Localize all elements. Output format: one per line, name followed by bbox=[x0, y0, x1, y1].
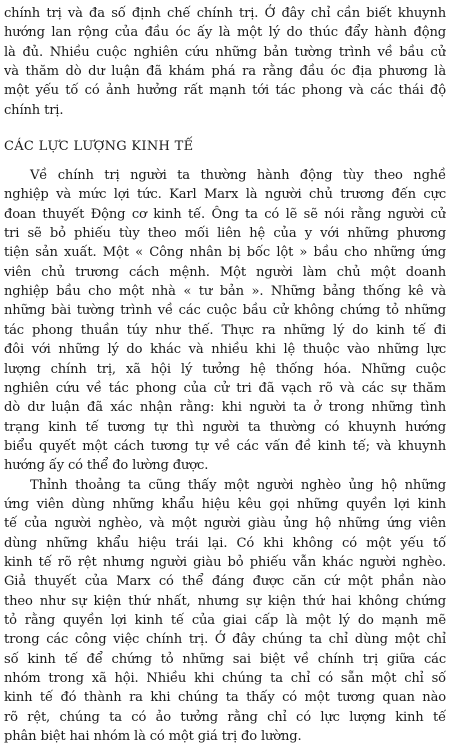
text-line: và thăm dò dư luận đã khám phá ra rằng đầu óc địa phương là bbox=[4, 64, 446, 80]
text-line: trạng kinh tế tương tự thì người ta thường có khuynh hướng bbox=[4, 419, 446, 435]
text-line: hướng lan rộng của đầu óc ấy là một lý do thúc đẩy hành động bbox=[4, 25, 446, 41]
text-line: đôi với những lý do khác và nhiều khi lệ thuộc vào những lực bbox=[4, 342, 446, 358]
text-line: tri sẽ bỏ phiếu tùy theo mối liên hệ của y với những phương bbox=[4, 226, 446, 242]
text-line: chính trị. bbox=[4, 102, 64, 118]
text-line: Về chính trị người ta thường hành động tùy theo nghề bbox=[30, 168, 446, 184]
paragraph-economic-motives bbox=[4, 166, 446, 476]
text-line: những bài tường trình về các cuộc bầu cử không chứng tỏ những bbox=[4, 303, 446, 319]
document-page bbox=[4, 4, 446, 746]
text-line: tác phong thuần túy như thế. Thực ra những lý do kinh tế đi bbox=[4, 322, 446, 338]
text-line: nghiệp và mức lợi tức. Karl Marx là người chủ trương đến cực bbox=[4, 187, 446, 203]
text-line: tế của người nghèo, và một người giàu ủng hộ những ứng viên bbox=[4, 516, 446, 532]
text-line: rõ rệt, chúng ta có ảo tưởng rằng chỉ có lực lượng kinh tế bbox=[4, 709, 446, 725]
text-line: ứng viên dùng những khẩu hiệu kêu gọi những quyền lợi kinh bbox=[4, 496, 446, 512]
text-line: dò dư luận đã xác nhận rằng: khi người ta ở trong những tình bbox=[4, 400, 446, 416]
text-line: viên chủ trương cách mệnh. Một người làm chủ một doanh bbox=[4, 264, 446, 280]
intro-paragraph bbox=[4, 4, 446, 120]
text-line: kinh tế đó thành ra khi chúng ta thấy có một tương quan nào bbox=[4, 690, 446, 706]
text-line: trong các công việc chính trị. Ở đây chúng ta chỉ dùng một chỉ bbox=[4, 632, 446, 648]
text-line: nghiên cứu về tác phong của cử tri đã vạch rõ và các sự thăm bbox=[4, 380, 446, 396]
text-line: hướng ấy có thể đo lường được. bbox=[4, 458, 209, 474]
paragraph-rich-and-poor bbox=[4, 476, 446, 746]
text-line: dùng những khẩu hiệu trái lại. Có khi không có một yếu tố bbox=[4, 535, 446, 551]
text-line: Thỉnh thoảng ta cũng thấy một người nghèo ủng hộ những bbox=[30, 477, 446, 493]
text-line: phân biệt hai nhóm là có một giá trị đo lường. bbox=[4, 729, 302, 745]
text-line: Giả thuyết của Marx có thể đáng được căn cứ một phần nào bbox=[4, 574, 446, 590]
text-line: một yếu tố có ảnh hưởng rất mạnh tới tác phong và các thái độ bbox=[4, 83, 446, 99]
text-line: lượng chính trị, xã hội lý tưởng hệ thống hóa. Những cuộc bbox=[4, 361, 446, 377]
text-line: theo như sự kiện thứ nhất, nhưng sự kiện thứ hai không chứng bbox=[4, 593, 446, 609]
text-line: số kinh tế để chứng tỏ những sai biệt về chính trị giữa các bbox=[4, 651, 446, 667]
text-line: tiện sản xuất. Một « Công nhân bị bốc lột » bầu cho những ứng bbox=[4, 245, 446, 261]
text-line: chính trị và đa số định chế chính trị. Ở đây chỉ cần biết khuynh bbox=[4, 6, 446, 21]
text-line: nghiệp bầu cho một nhà « tư bản ». Những bảng thống kê và bbox=[4, 284, 446, 300]
text-line: đoan thuyết Động cơ kinh tế. Ông ta có lẽ sẽ nói rằng người cử bbox=[4, 206, 446, 222]
section-heading: CÁC LỰC LƯỢNG KINH TẾ bbox=[4, 139, 194, 155]
text-line: nhóm trong xã hội. Nhiều khi chúng ta chỉ có sẵn một chỉ số bbox=[4, 671, 446, 686]
text-line: kinh tế rõ rệt nhưng người giàu bỏ phiếu vẫn khác người nghèo. bbox=[4, 554, 446, 570]
text-line: là đủ. Nhiều cuộc nghiên cứu những bản tường trình về bầu cử bbox=[4, 44, 446, 60]
text-line: biểu quyết một cách tương tự về các vấn đề kinh tế; và khuynh bbox=[4, 438, 446, 454]
text-line: tỏ rằng quyền lợi kinh tế của giai cấp là một lý do mạnh mẽ bbox=[4, 612, 446, 628]
